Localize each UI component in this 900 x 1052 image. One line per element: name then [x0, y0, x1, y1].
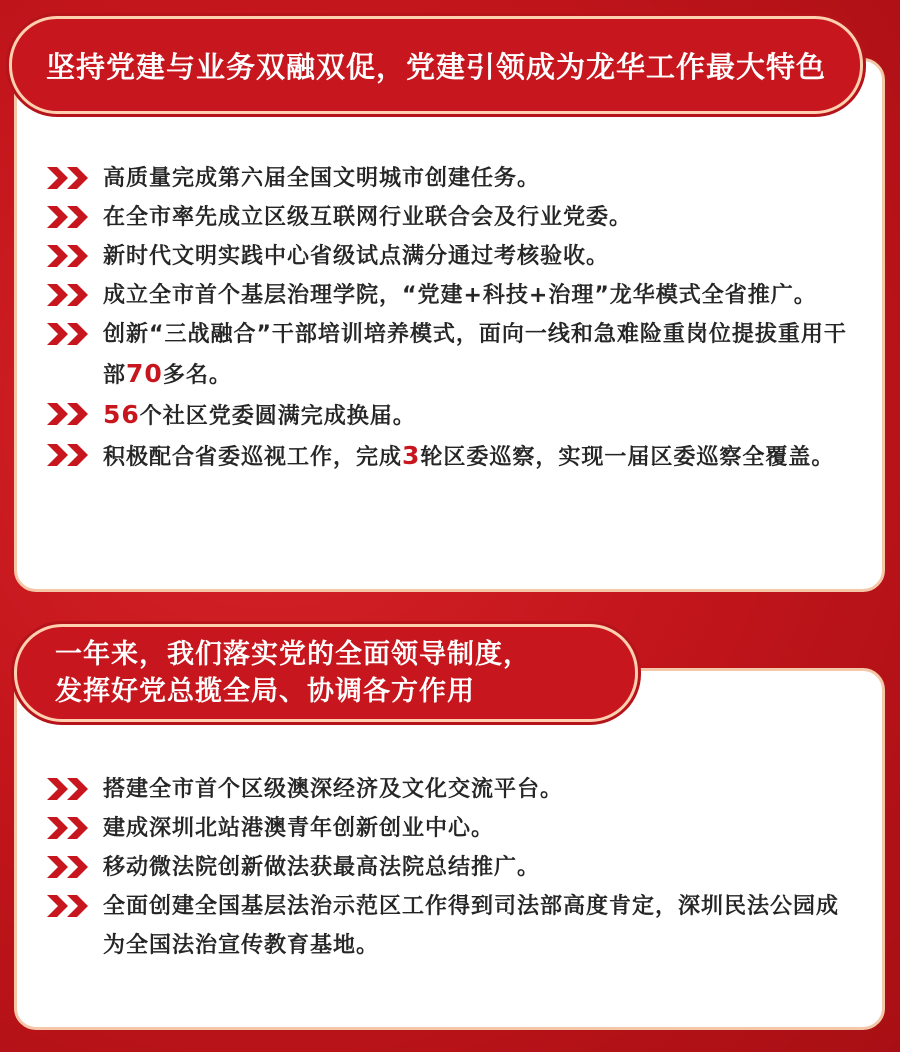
section2-title-line2: 发挥好党总揽全局、协调各方作用 [55, 676, 475, 707]
item-text: 移动微法院创新做法获最高法院总结推广。 [103, 855, 541, 880]
section2-card [14, 668, 885, 1030]
double-chevron-icon [47, 856, 91, 878]
list-item [17, 276, 882, 315]
item-text: 建成深圳北站港澳青年创新创业中心。 [103, 816, 495, 841]
section1-list [17, 159, 882, 477]
section1-title [9, 16, 863, 114]
list-item [17, 887, 882, 965]
double-chevron-icon [47, 895, 91, 917]
double-chevron-icon [47, 403, 91, 425]
list-item [17, 809, 882, 848]
section2-list [17, 770, 882, 965]
item-text-pre: 积极配合省委巡视工作，完成 [103, 445, 403, 470]
list-item [17, 159, 882, 198]
highlight-number: 3 [402, 441, 421, 470]
list-item [17, 395, 882, 436]
list-item [17, 848, 882, 887]
list-item [17, 237, 882, 276]
list-item [17, 436, 882, 477]
list-item [17, 315, 882, 395]
double-chevron-icon [47, 284, 91, 306]
item-text-post: 多名。 [162, 363, 232, 388]
highlight-number: 70 [126, 359, 163, 388]
double-chevron-icon [47, 323, 91, 345]
section1-title-text: 坚持党建与业务双融双促，党建引领成为龙华工作最大特色 [45, 49, 826, 84]
item-text: 成立全市首个基层治理学院，“党建+科技+治理”龙华模式全省推广。 [103, 283, 817, 308]
double-chevron-icon [47, 444, 91, 466]
item-text: 全面创建全国基层法治示范区工作得到司法部高度肯定，深圳民法公园成为全国法治宣传教育基地。 [103, 894, 840, 958]
item-text-post: 轮区委巡察，实现一届区委巡察全覆盖。 [420, 445, 835, 470]
item-text-post: 个社区党委圆满完成换届。 [139, 404, 416, 429]
item-text: 搭建全市首个区级澳深经济及文化交流平台。 [103, 777, 564, 802]
item-text: 在全市率先成立区级互联网行业联合会及行业党委。 [103, 205, 633, 230]
section2-title [14, 624, 638, 722]
section2-title-line1: 一年来，我们落实党的全面领导制度， [55, 639, 531, 670]
double-chevron-icon [47, 206, 91, 228]
highlight-number: 56 [103, 400, 140, 429]
double-chevron-icon [47, 817, 91, 839]
item-text-pre: 创新“三战融合”干部培训培养模式，面向一线和急难险重岗位提拔重用干部 [103, 322, 847, 388]
section1-card [14, 58, 885, 592]
item-text: 高质量完成第六届全国文明城市创建任务。 [103, 166, 541, 191]
double-chevron-icon [47, 245, 91, 267]
list-item [17, 198, 882, 237]
double-chevron-icon [47, 778, 91, 800]
list-item [17, 770, 882, 809]
item-text: 新时代文明实践中心省级试点满分通过考核验收。 [103, 244, 610, 269]
double-chevron-icon [47, 167, 91, 189]
